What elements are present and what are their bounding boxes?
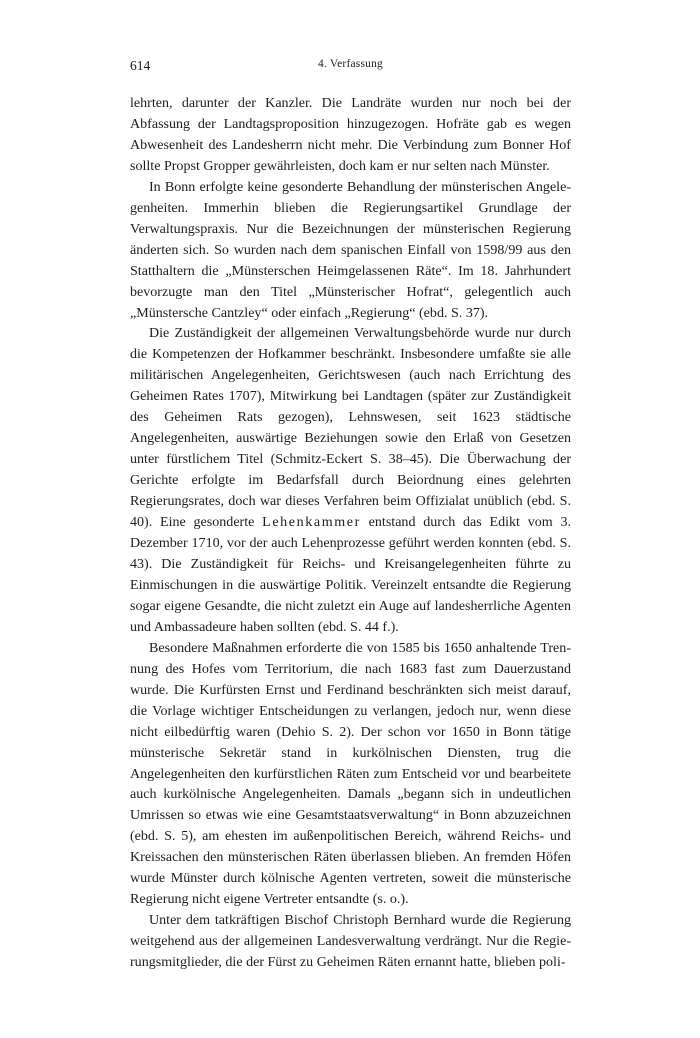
paragraph [130, 638, 571, 910]
text-segment: Besondere Maßnahmen erforderte die von 1585 bis 1650 anhaltende Trennung des Hofes vom Territorium, die nach 1683 fast zum Dauerzustand wurde. Die Kurfürsten Ernst und Ferdinand beschränkten sich meist darauf, die Vorlage wichtiger Entscheidungen zu verlangen, jedoch nur, wenn diese nicht eilbedürftig waren (Dehio S. 2). Der schon vor 1650 in Bonn tätige münsterische Sekretär stand in kurkölnischen Diensten, trug die Angelegenheiten den kurfürstlichen Räten zum Entscheid vor und bearbeitete auch kurkölnische Angelegenheiten. Damals „begann sich in undeutlichen Umrissen so etwas wie eine Gesamtstaatsverwaltung“ in Bonn abzuzeichnen (ebd. S. 5), am ehesten im außenpolitischen Bereich, während Reichs- und Kreissachen den münsterischen Räten überlassen blieben. An fremden Höfen wurde Münster durch kölnische Agenten vertreten, soweit die münsterische Regierung nicht eigene Vertreter entsandte (s. o.). [130, 639, 571, 908]
spaced-term: Lehenkammer [262, 514, 361, 531]
paragraph [130, 910, 571, 973]
paragraph [130, 177, 571, 324]
running-head [130, 58, 571, 78]
page-number: 614 [130, 58, 151, 73]
paragraph [130, 93, 571, 177]
text-segment: Die Zuständigkeit der allgemeinen Verwaltungsbehörde wurde nur durch die Kompetenzen der Hofkammer beschränkt. Insbesondere umfaßte sie alle militärischen Angelegenheiten, Gerichtswesen (auch nach Errichtung des Geheimen Rates 1707), Mitwirkung bei Landtagen (später zur Zuständigkeit des Geheimen Rats gezogen), Lehnswesen, seit 1623 städtische Angelegenheiten, auswärtige Beziehungen sowie den Erlaß von Gesetzen unter fürstlichem Titel (Schmitz-Eckert S. 38–45). Die Überwachung der Gerichte erfolgte im Bedarfsfall durch Beiordnung eines gelehrten Regierungsrates, doch war dieses Verfahren beim Offizialat unüblich (ebd. S. 40). Eine gesonderte [130, 325, 571, 531]
text-segment: lehrten, darunter der Kanzler. Die Landräte wurden nur noch bei der Abfassung der Landtagsproposition hinzugezogen. Hofräte gab es wegen Abwesenheit des Landesherrn nicht mehr. Die Verbindung zum Bonner Hof sollte Propst Gropper gewährleisten, doch kam er nur selten nach Münster. [130, 95, 571, 174]
text-segment: Unter dem tatkräftigen Bischof Christoph Bernhard wurde die Regierung weitgehend aus der allgemeinen Landesverwaltung verdrängt. Nur die Regierungsmitglieder, die der Fürst zu Geheimen Räten ernannt hatte, blieben poli- [130, 912, 571, 971]
text-segment: In Bonn erfolgte keine gesonderte Behandlung der münsterischen Angelegenheiten. Immerhin blieben die Regierungsartikel Grundlage der Verwaltungspraxis. Nur die Bezeichnungen der münsterischen Regierung änderten sich. So wurden nach dem spanischen Einfall von 1598/99 aus den Statthaltern die „Münsterschen Heimgelassenen Räte“. Im 18. Jahrhundert bevorzugte man den Titel „Münsterischer Hofrat“, gelegentlich auch „Münstersche Cantzley“ oder einfach „Regierung“ (ebd. S. 37). [130, 178, 571, 321]
text-segment: entstand durch das Edikt vom 3. Dezember 1710, vor der auch Lehenprozesse geführt werden konnten (ebd. S. 43). Die Zuständigkeit für Reichs- und Kreisangelegenheiten führte zu Einmischungen in die auswärtige Politik. Vereinzelt entsandte die Regierung sogar eigene Gesandte, die nicht zuletzt ein Auge auf landesherrliche Agenten und Ambassadeure haben sollten (ebd. S. 44 f.). [130, 514, 572, 635]
body-text [130, 93, 571, 973]
chapter-title: 4. Verfassung [318, 58, 383, 70]
paragraph [130, 323, 571, 637]
